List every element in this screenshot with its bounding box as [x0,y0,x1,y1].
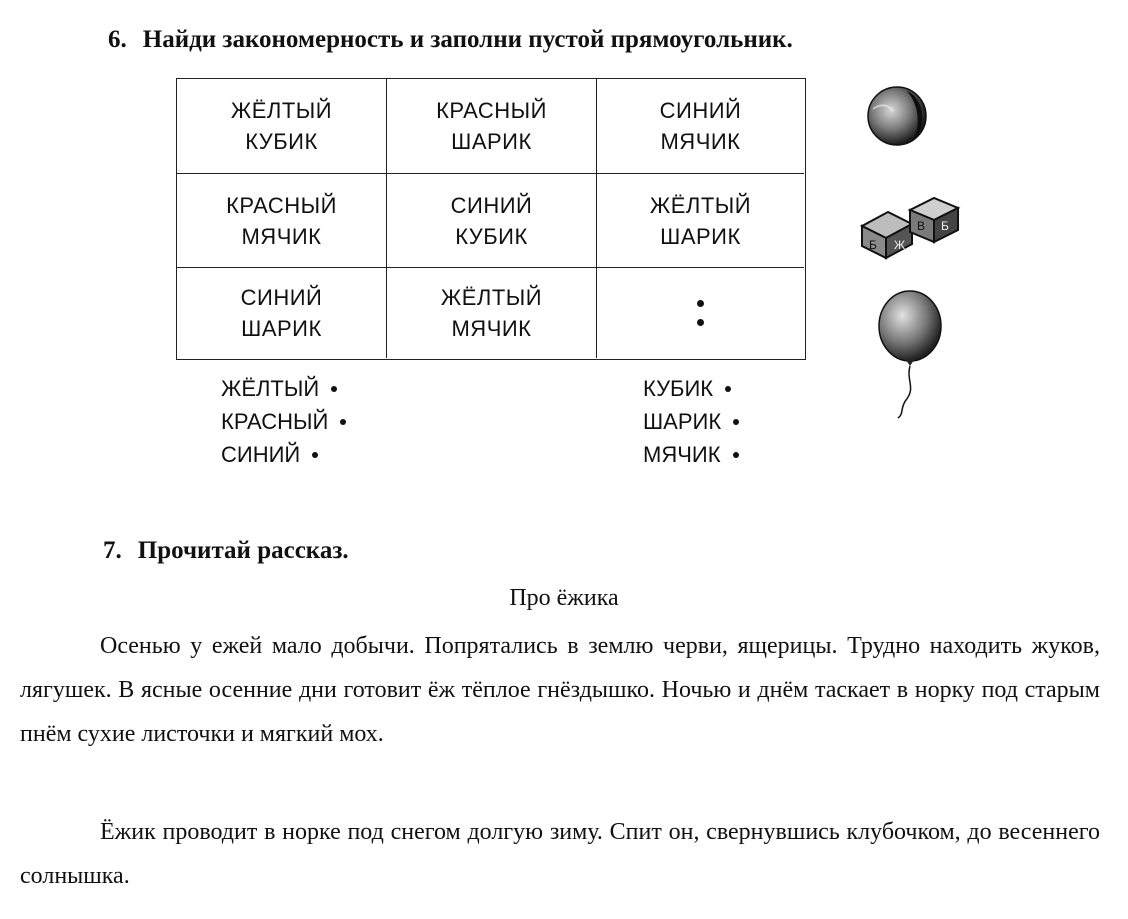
grid-cell [387,79,597,174]
empty-answer-cell[interactable] [597,268,804,358]
grid-cell [177,79,387,174]
grid-cell-object: ШАРИК [451,129,532,154]
grid-cell-object: МЯЧИК [660,129,741,154]
grid-cell-color: КРАСНЫЙ [436,98,547,123]
color-option [221,438,346,471]
grid-cell-color: СИНИЙ [240,285,323,310]
grid-cell-color: ЖЁЛТЫЙ [440,285,543,310]
color-option [221,405,346,438]
svg-text:Б: Б [869,238,877,252]
object-option [643,405,739,438]
grid-cell [597,174,804,268]
connector-dot [697,300,704,307]
grid-cell-object: ШАРИК [241,316,322,341]
task-6-heading [108,26,793,54]
task-6-text: Найди закономерность и заполни пустой прямоугольник. [142,26,793,53]
grid-cell-color: КРАСНЫЙ [226,192,337,218]
grid-cell-color: СИНИЙ [659,98,742,123]
object-option [643,372,739,405]
connector-dot[interactable] [331,386,337,392]
grid-cell-object: КУБИК [455,223,528,249]
grid-cell-color: СИНИЙ [450,192,533,218]
grid-cell-object: МЯЧИК [451,316,532,341]
object-options [643,372,739,471]
pattern-grid [176,78,806,360]
grid-cell-object: ШАРИК [660,223,741,249]
task-7-text: Прочитай рассказ. [137,537,349,564]
svg-text:Б: Б [941,219,949,233]
task-6-number: 6. [108,26,127,53]
color-option [221,372,346,405]
object-option [643,438,739,471]
grid-cell-color: ЖЁЛТЫЙ [649,192,752,218]
color-option-label: ЖЁЛТЫЙ [221,376,320,401]
svg-text:В: В [917,219,926,233]
grid-cell [387,174,597,268]
grid-cell [177,174,387,268]
story-title: Про ёжика [509,585,619,611]
connector-dot[interactable] [312,452,318,458]
color-options [221,372,346,471]
grid-cell-color: ЖЁЛТЫЙ [230,98,333,123]
toy-blocks-icon [856,190,968,267]
grid-cell [597,79,804,174]
grid-cell [177,268,387,358]
color-option-label: КРАСНЫЙ [221,409,329,434]
task-7-heading [103,537,349,565]
color-option-label: СИНИЙ [221,442,301,467]
object-option-label: КУБИК [643,376,714,401]
story-paragraph: Ёжик проводит в норке под снегом долгую зиму. Спит он, свернувшись клубочком, до весеннего солнышка. [20,819,1100,889]
balloon-icon [876,288,946,428]
connector-dot[interactable] [340,419,346,425]
connector-dot [697,319,704,326]
object-option-label: ШАРИК [643,409,722,434]
connector-dot[interactable] [725,386,731,392]
grid-cell-object: МЯЧИК [241,223,322,249]
story-paragraph: Осенью у ежей мало добычи. Попрятались в землю черви, ящерицы. Трудно находить жуков, лягушек. В ясные осенние дни готовит ёж тёплое гнёздышко. Ночью и днём таскает в норку под старым пнём сухие листочки и мягкий мох. [20,633,1100,747]
grid-cell [387,268,597,358]
connector-dot[interactable] [733,419,739,425]
task-7-number: 7. [103,537,122,564]
connector-dot[interactable] [733,452,739,458]
svg-text:Ж: Ж [894,238,906,252]
object-option-label: МЯЧИК [643,442,721,467]
ball-icon [863,85,935,152]
grid-cell-object: КУБИК [245,129,318,154]
